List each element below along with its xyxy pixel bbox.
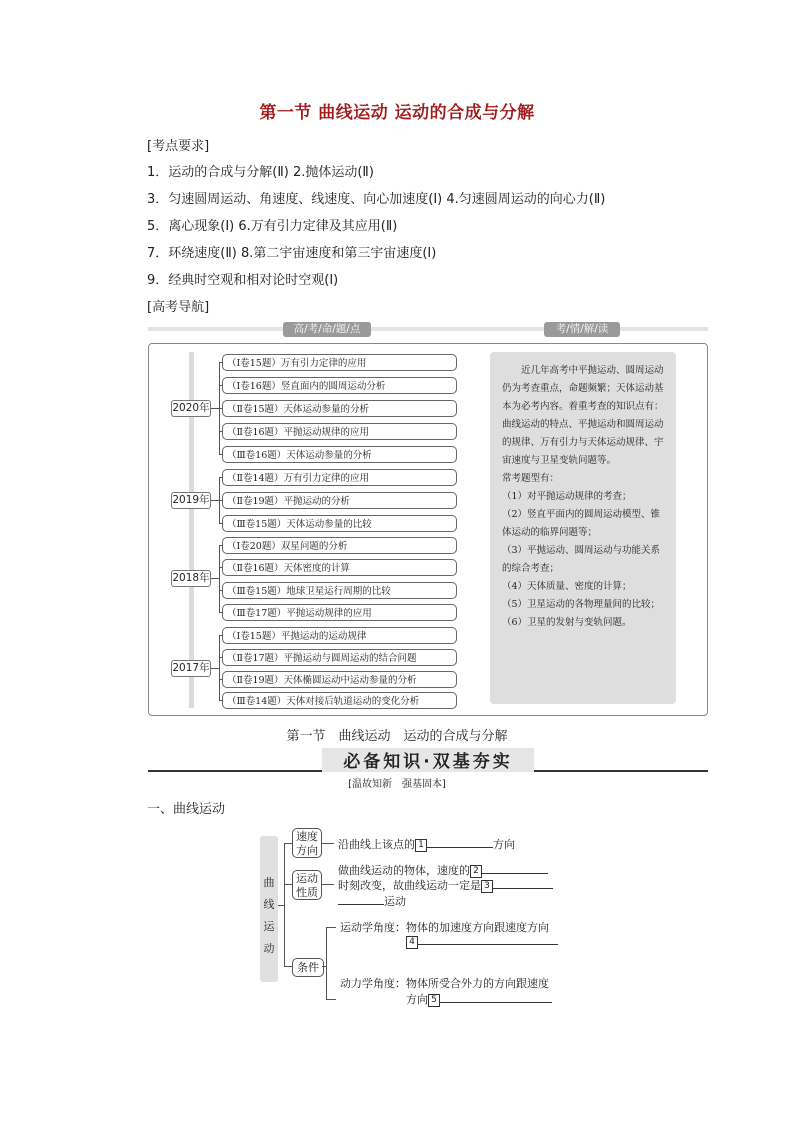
requirement-line-3: 5．离心现象(Ⅰ) 6.万有引力定律及其应用(Ⅱ) [147, 219, 398, 234]
requirements-heading: [考点要求] [147, 139, 210, 154]
requirement-line-4: 7．环绕速度(Ⅱ) 8.第二宇宙速度和第三宇宙速度(Ⅰ) [147, 246, 437, 261]
year-2019: 2019年 [171, 492, 211, 509]
exam-item: （Ⅲ卷15题）天体运动参量的比较 [222, 515, 457, 532]
exam-item: （Ⅱ卷17题）平抛运动与圆周运动的结合问题 [222, 649, 457, 666]
exam-item: （Ⅱ卷14题）万有引力定律的应用 [222, 469, 457, 486]
condition-box: 条件 [292, 958, 324, 977]
blank-number-5: 5 [428, 994, 440, 1007]
blank-number-3: 3 [481, 880, 493, 893]
interpretation-line: （3）平抛运动、圆周运动与功能关系的综合考查； [502, 545, 661, 574]
exam-item: （Ⅰ卷15题）平抛运动的运动规律 [222, 627, 457, 644]
dynamics-line-1: 动力学角度：物体所受合外力的方向跟速度 [340, 977, 549, 990]
header-band [148, 327, 708, 331]
interpretation-line: （4）天体质量、密度的计算； [502, 581, 632, 592]
blank-4[interactable] [418, 944, 558, 945]
exam-item: （Ⅱ卷19题）天体椭圆运动中运动参量的分析 [222, 671, 457, 688]
exam-item: （Ⅲ卷14题）天体对接后轨道运动的变化分析 [222, 692, 457, 709]
blank-number-1: 1 [415, 839, 427, 852]
interpretation-paragraph: 近几年高考中平抛运动、圆周运动仍为考查重点，命题频繁；天体运动基本为必考内容。着重考查的知识点有：曲线运动的特点、平抛运动和圆周运动的规律、万有引力与天体运动规律、宇宙速度与卫星变轨问题等。 [502, 365, 664, 466]
interpretation-line: （1）对平抛运动规律的考查； [502, 491, 632, 502]
exam-item: （Ⅰ卷15题）万有引力定律的应用 [222, 354, 457, 371]
motion-nature-line-3: 运动 [338, 893, 406, 909]
year-2017: 2017年 [171, 660, 211, 677]
blank-1[interactable] [427, 847, 493, 848]
blank-3-continued[interactable] [338, 904, 384, 905]
exam-item: （Ⅱ卷16题）平抛运动规律的应用 [222, 423, 457, 440]
motion-nature-line-1: 做曲线运动的物体，速度的 2 [338, 862, 548, 878]
exam-item: （Ⅱ卷15题）天体运动参量的分析 [222, 400, 457, 417]
exam-item: （Ⅱ卷19题）平抛运动的分析 [222, 492, 457, 509]
exam-item: （Ⅰ卷20题）双星问题的分析 [222, 537, 457, 554]
year-2018: 2018年 [171, 570, 211, 587]
speed-direction-text: 沿曲线上该点的 1 方向 [338, 838, 515, 851]
blank-2[interactable] [482, 873, 548, 874]
motion-nature-box: 运动性质 [292, 870, 322, 900]
blank-3[interactable] [493, 888, 553, 889]
kinematics-line-1: 运动学角度：物体的加速度方向跟速度方向 [340, 921, 549, 934]
exam-points-tag: 高/考/命/题/点 [283, 322, 371, 337]
nav-heading: [高考导航] [147, 300, 210, 315]
year-2020: 2020年 [171, 400, 211, 417]
interpretation-tag: 考/情/解/读 [544, 322, 620, 337]
exam-item: （Ⅲ卷16题）天体运动参量的分析 [222, 446, 457, 463]
exam-item: （Ⅲ卷17题）平抛运动规律的应用 [222, 604, 457, 621]
map-root-label: 曲线运动 [263, 876, 275, 955]
interpretation-line: （2）竖直平面内的圆周运动模型、锥体运动的临界问题等； [502, 509, 661, 538]
blank-5[interactable] [440, 1002, 552, 1003]
requirement-line-2: 3．匀速圆周运动、角速度、线速度、向心加速度(Ⅰ) 4.匀速圆周运动的向心力(Ⅱ) [147, 192, 606, 207]
page-title: 第一节 曲线运动 运动的合成与分解 [259, 103, 535, 123]
section-heading: 一、曲线运动 [147, 802, 226, 817]
interpretation-box [490, 352, 676, 704]
exam-item: （Ⅲ卷15题）地球卫星运行周期的比较 [222, 582, 457, 599]
motion-nature-line-2: 时刻改变，故曲线运动一定是 3 [338, 877, 553, 893]
blank-number-2: 2 [470, 865, 482, 878]
banner-subtitle: [温故知新 强基固本] [348, 779, 446, 790]
interpretation-line: （6）卫星的发射与变轨问题。 [502, 617, 632, 628]
section-subtitle: 第一节 曲线运动 运动的合成与分解 [286, 729, 508, 744]
interpretation-line: （5）卫星运动的各物理量间的比较； [502, 599, 661, 610]
banner-title: 必备知识·双基夯实 [343, 752, 513, 772]
exam-item: （Ⅱ卷16题）天体密度的计算 [222, 559, 457, 576]
dynamics-line-2: 方向 5 [406, 991, 552, 1007]
blank-number-4: 4 [406, 936, 418, 949]
requirement-line-1: 1．运动的合成与分解(Ⅱ) 2.抛体运动(Ⅱ) [147, 165, 374, 180]
speed-direction-box: 速度方向 [292, 828, 322, 858]
interpretation-line: 常考题型有： [502, 473, 560, 484]
requirement-line-5: 9．经典时空观和相对论时空观(Ⅰ) [147, 273, 339, 288]
kinematics-line-2 [406, 935, 558, 949]
exam-item: （Ⅰ卷16题）竖直面内的圆周运动分析 [222, 377, 457, 394]
